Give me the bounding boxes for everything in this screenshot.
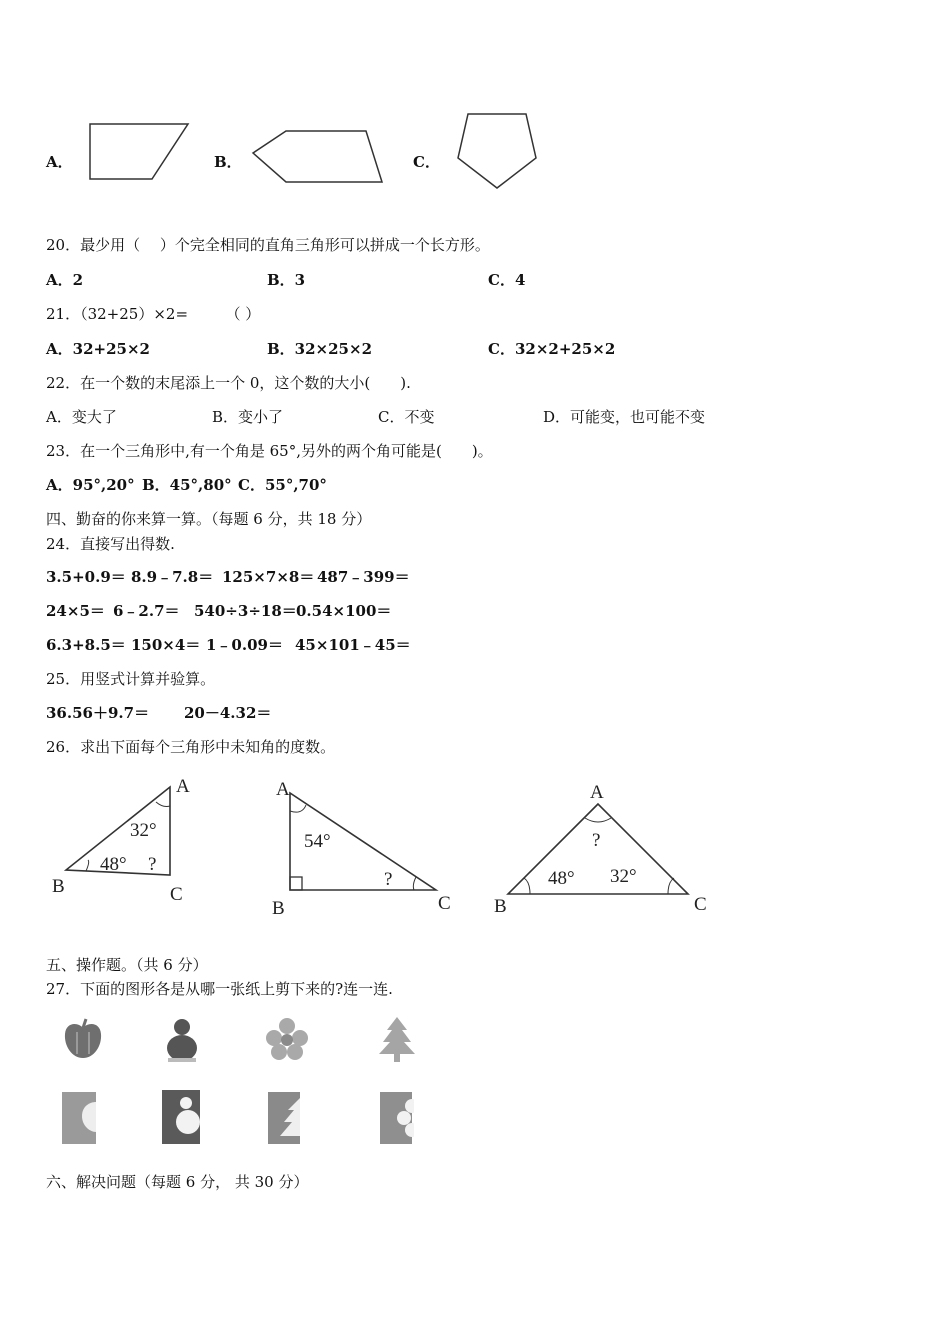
q21-option-c: C．32×2+25×2 <box>488 340 616 358</box>
triangle-2-figure <box>268 775 468 925</box>
q21-option-b: B．32×25×2 <box>267 340 373 358</box>
parallelogram-shape <box>86 120 192 184</box>
triangle-3-figure <box>490 778 720 918</box>
pentagon-arrow-shape <box>250 128 388 186</box>
q19-option-a-label: A． <box>46 153 73 171</box>
q24-item: 8.9﹣7.8＝ <box>131 568 214 586</box>
section-6-title: 六、解决问题（每题 6 分， 共 30 分） <box>46 1173 309 1191</box>
q25-item: 20－4.32＝ <box>184 704 272 722</box>
q25-item: 36.56＋9.7＝ <box>46 704 150 722</box>
q24-item: 45×101﹣45＝ <box>295 636 411 654</box>
triangle-1-angle-b: 48° <box>100 854 127 875</box>
q23-option-c: C．55°,70° <box>238 476 327 494</box>
question-25-stem: 25．用竖式计算并验算。 <box>46 670 216 688</box>
triangle-1-angle-c: ? <box>148 854 157 875</box>
question-24-stem: 24．直接写出得数. <box>46 535 175 553</box>
q24-item: 6.3+8.5＝ <box>46 636 126 654</box>
q22-option-a: A．变大了 <box>46 408 117 426</box>
triangle-3-vertex-a: A <box>590 782 604 803</box>
paper-tree-hole-icon <box>266 1090 302 1146</box>
question-27-stem: 27．下面的图形各是从哪一张纸上剪下来的?连一连. <box>46 980 393 998</box>
triangle-3-angle-a: ? <box>592 830 601 851</box>
question-23-stem: 23．在一个三角形中,有一个角是 65°,另外的两个角可能是( )。 <box>46 442 493 460</box>
triangle-3-vertex-c: C <box>694 894 707 915</box>
section-4-title: 四、勤奋的你来算一算。（每题 6 分，共 18 分） <box>46 510 372 528</box>
question-26-stem: 26．求出下面每个三角形中未知角的度数。 <box>46 738 336 756</box>
q23-option-a: A．95°,20° <box>46 476 135 494</box>
triangle-1-vertex-b: B <box>52 876 65 897</box>
apple-cutout-icon <box>60 1016 106 1062</box>
triangle-1-vertex-a: A <box>176 776 190 797</box>
flower-cutout-icon <box>264 1016 310 1062</box>
triangle-1-angle-a: 32° <box>130 820 157 841</box>
tree-cutout-icon <box>376 1014 418 1064</box>
question-20-stem: 20．最少用（ ）个完全相同的直角三角形可以拼成一个长方形。 <box>46 236 490 254</box>
q24-item: 540÷3÷18＝ <box>194 602 297 620</box>
triangle-2-vertex-a: A <box>276 779 290 800</box>
q20-option-b: B．3 <box>267 271 306 289</box>
q23-option-b: B．45°,80° <box>142 476 232 494</box>
q24-item: 1﹣0.09＝ <box>206 636 283 654</box>
q24-item: 125×7×8＝ <box>222 568 315 586</box>
q24-item: 487﹣399＝ <box>317 568 410 586</box>
triangle-2-vertex-c: C <box>438 893 451 914</box>
q20-option-c: C．4 <box>488 271 526 289</box>
q22-option-d: D．可能变，也可能不变 <box>543 408 706 426</box>
q22-option-c: C．不变 <box>378 408 435 426</box>
paper-gourd-hole-icon <box>160 1088 202 1146</box>
regular-pentagon-shape <box>454 110 540 192</box>
triangle-3-angle-c: 32° <box>610 866 637 887</box>
q24-item: 3.5+0.9＝ <box>46 568 126 586</box>
triangle-3-vertex-b: B <box>494 896 507 917</box>
triangle-2-vertex-b: B <box>272 898 285 919</box>
triangle-1-figure <box>48 772 208 912</box>
triangle-3-angle-b: 48° <box>548 868 575 889</box>
paper-flower-hole-icon <box>378 1090 414 1146</box>
q24-item: 6﹣2.7＝ <box>113 602 180 620</box>
triangle-2-angle-c: ? <box>384 869 393 890</box>
q19-option-b-label: B． <box>214 153 242 171</box>
triangle-2-angle-a: 54° <box>304 831 331 852</box>
q24-item: 24×5＝ <box>46 602 105 620</box>
section-5-title: 五、操作题。（共 6 分） <box>46 956 208 974</box>
q22-option-b: B．变小了 <box>212 408 284 426</box>
question-22-stem: 22．在一个数的末尾添上一个 0，这个数的大小( ). <box>46 374 411 392</box>
question-21-stem: 21．（32+25）×2= （ ） <box>46 305 261 323</box>
q20-option-a: A．2 <box>46 271 84 289</box>
q24-item: 0.54×100＝ <box>296 602 392 620</box>
q21-option-a: A．32+25×2 <box>46 340 150 358</box>
q24-item: 150×4＝ <box>131 636 201 654</box>
paper-apple-hole-icon <box>60 1090 98 1146</box>
gourd-cutout-icon <box>162 1014 202 1064</box>
q19-option-c-label: C． <box>413 153 440 171</box>
triangle-1-vertex-c: C <box>170 884 183 905</box>
